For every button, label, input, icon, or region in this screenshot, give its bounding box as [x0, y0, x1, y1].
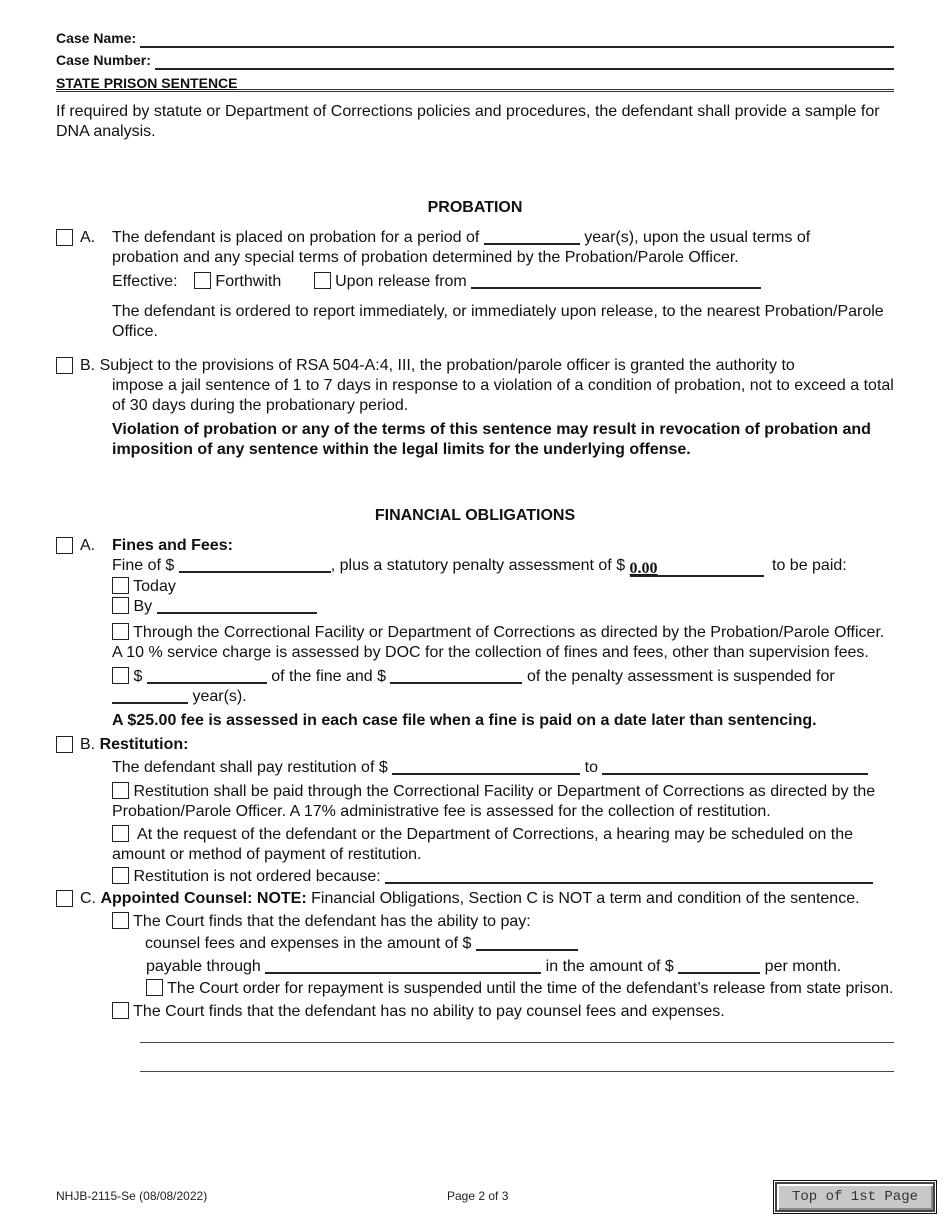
fines-section: [56, 536, 894, 731]
penalty-value: 0.00: [629, 560, 658, 577]
fines-letter: A.: [80, 537, 96, 554]
not-ordered-row: [56, 867, 894, 887]
page-number: Page 2 of 3: [447, 1189, 509, 1203]
no-ability-text: The Court finds that the defendant has no ability to pay counsel fees and expenses.: [133, 1003, 725, 1020]
probation-period-text: The defendant is placed on probation for a period of: [112, 229, 480, 246]
restitution-checkbox[interactable]: [56, 736, 73, 753]
payable-row: [56, 957, 894, 977]
probation-a: [56, 228, 894, 268]
counsel-fees-text: counsel fees and expenses in the amount of $: [145, 935, 472, 952]
by-checkbox[interactable]: [112, 597, 129, 614]
forthwith-label: Forthwith: [215, 273, 282, 290]
today-label: Today: [133, 578, 176, 595]
counsel-note: Financial Obligations, Section C is NOT a term and condition of the sentence.: [311, 890, 860, 907]
probation-a-letter: A.: [80, 229, 96, 246]
probation-years-text: year(s), upon the usual terms of: [584, 229, 811, 246]
dna-paragraph: If required by statute or Department of Corrections policies and procedures, the defendant shall provide a sample for DNA analysis.: [56, 103, 880, 140]
restitution-through-checkbox[interactable]: [112, 782, 129, 799]
fine-prefix: Fine of $: [112, 557, 175, 574]
upon-release-field[interactable]: [471, 273, 761, 289]
form-id: NHJB-2115-Se (08/08/2022): [56, 1189, 208, 1203]
probation-a-checkbox[interactable]: [56, 229, 73, 246]
suspended-fine-field[interactable]: [147, 668, 267, 684]
case-number-label: Case Number:: [56, 52, 151, 68]
penalty-text: , plus a statutory penalty assessment of $: [330, 557, 626, 574]
of-fine-text: of the fine and $: [271, 668, 387, 685]
of-penalty-text: of the penalty assessment is suspended for: [526, 668, 835, 685]
hearing-text: At the request of the defendant or the Department of Corrections, a hearing may be scheduled on the amount or method of payment of restitution.: [112, 826, 854, 863]
suspended-years-row: [112, 687, 894, 707]
no-ability-checkbox[interactable]: [112, 1002, 129, 1019]
restitution-amount-field[interactable]: [392, 759, 580, 775]
case-name-row: [56, 26, 894, 48]
counsel-checkbox[interactable]: [56, 890, 73, 907]
probation-b: [56, 356, 894, 416]
violation-warning: Violation of probation or any of the terms of this sentence may result in revocation of probation and imposition of any sentence within the legal limits for the underlying offense.: [112, 421, 871, 458]
counsel-fees-field[interactable]: [476, 935, 578, 951]
repayment-text: The Court order for repayment is suspended until the time of the defendant’s release from state prison.: [167, 980, 894, 997]
restitution-section: [56, 735, 894, 887]
restitution-label: Restitution:: [99, 736, 189, 753]
forthwith-checkbox[interactable]: [194, 272, 211, 289]
case-number-row: [56, 48, 894, 70]
monthly-amount-field[interactable]: [678, 958, 760, 974]
restitution-pay-text: The defendant shall pay restitution of $: [112, 759, 388, 776]
suspended-years-field[interactable]: [112, 688, 188, 704]
suspended-row: [112, 667, 894, 687]
by-label: By: [133, 598, 153, 615]
not-ordered-reason-field[interactable]: [385, 868, 873, 884]
in-amount-text: in the amount of $: [545, 958, 674, 975]
today-row: [112, 577, 894, 597]
fines-checkbox[interactable]: [56, 537, 73, 554]
counsel-section: [56, 889, 894, 1022]
to-be-paid-text: to be paid:: [772, 557, 847, 574]
ability-checkbox[interactable]: [112, 912, 129, 929]
case-number-field[interactable]: [155, 54, 894, 70]
not-ordered-checkbox[interactable]: [112, 867, 129, 884]
no-ability-row: [56, 1002, 894, 1022]
form-page: [56, 26, 894, 1072]
not-ordered-text: Restitution is not ordered because:: [133, 868, 381, 885]
by-row: [112, 597, 894, 617]
years-text: year(s).: [192, 688, 247, 705]
payable-through-field[interactable]: [265, 958, 541, 974]
today-checkbox[interactable]: [112, 577, 129, 594]
hearing-row: [56, 825, 894, 865]
per-month-text: per month.: [764, 958, 842, 975]
probation-terms-text: probation and any special terms of probation determined by the Probation/Parole Officer.: [112, 249, 739, 266]
late-fee-notice: A $25.00 fee is assessed in each case file when a fine is paid on a date later than sentencing.: [112, 712, 817, 729]
ability-row: [56, 912, 894, 932]
restitution-through-row: [56, 782, 894, 822]
upon-release-checkbox[interactable]: [314, 272, 331, 289]
probation-b-line2: impose a jail sentence of 1 to 7 days in response to a violation of a condition of probation, not to exceed a total of 30 days during the probationary period.: [112, 377, 894, 414]
fine-amount-field[interactable]: [179, 557, 331, 573]
report-paragraph: The defendant is ordered to report immediately, or immediately upon release, to the nearest Probation/Parole Office.: [112, 303, 884, 340]
financial-heading: FINANCIAL OBLIGATIONS: [374, 507, 576, 524]
restitution-through-text: Restitution shall be paid through the Correctional Facility or Department of Corrections as directed by the Probation/Parole Officer. A 17% administrative fee is assessed for the collection of restitution.: [112, 783, 876, 820]
through-facility-row: [112, 623, 894, 663]
repayment-checkbox[interactable]: [146, 979, 163, 996]
case-name-label: Case Name:: [56, 30, 137, 46]
through-facility-text: Through the Correctional Facility or Department of Corrections as directed by the Probation/Parole Officer. A 10 % service charge is assessed by DOC for the collection of fines and fees, other than supervision fees.: [112, 624, 885, 661]
counsel-fees-row: [56, 934, 894, 954]
repayment-row: [56, 979, 894, 999]
form-title: STATE PRISON SENTENCE: [56, 70, 894, 92]
payable-text: payable through: [146, 958, 261, 975]
restitution-to-text: to: [584, 759, 598, 776]
hearing-checkbox[interactable]: [112, 825, 129, 842]
notes-line-1[interactable]: [140, 1042, 894, 1043]
top-of-first-page-button[interactable]: Top of 1st Page: [775, 1182, 935, 1212]
probation-years-field[interactable]: [484, 229, 580, 245]
effective-label: Effective:: [112, 273, 178, 290]
restitution-payee-field[interactable]: [602, 759, 868, 775]
case-name-field[interactable]: [140, 32, 894, 48]
suspended-checkbox[interactable]: [112, 667, 129, 684]
counsel-letter: C.: [80, 890, 96, 907]
probation-b-checkbox[interactable]: [56, 357, 73, 374]
probation-heading: PROBATION: [427, 199, 523, 216]
through-facility-checkbox[interactable]: [112, 623, 129, 640]
effective-row: [56, 272, 894, 292]
notes-line-2[interactable]: [140, 1071, 894, 1072]
by-date-field[interactable]: [157, 598, 317, 614]
probation-b-line1: B. Subject to the provisions of RSA 504-A:4, III, the probation/parole officer is granted the authority to: [80, 357, 795, 374]
counsel-label: Appointed Counsel: NOTE:: [100, 890, 307, 907]
fine-amount-row: [112, 556, 894, 577]
restitution-letter: B.: [80, 736, 96, 753]
fines-label: Fines and Fees:: [112, 537, 233, 554]
suspended-penalty-field[interactable]: [390, 668, 522, 684]
upon-release-label: Upon release from: [335, 273, 467, 290]
penalty-amount-field[interactable]: [630, 559, 764, 577]
suspended-dollar: $: [133, 668, 143, 685]
ability-text: The Court finds that the defendant has the ability to pay:: [133, 913, 531, 930]
restitution-amount-row: [56, 758, 894, 778]
